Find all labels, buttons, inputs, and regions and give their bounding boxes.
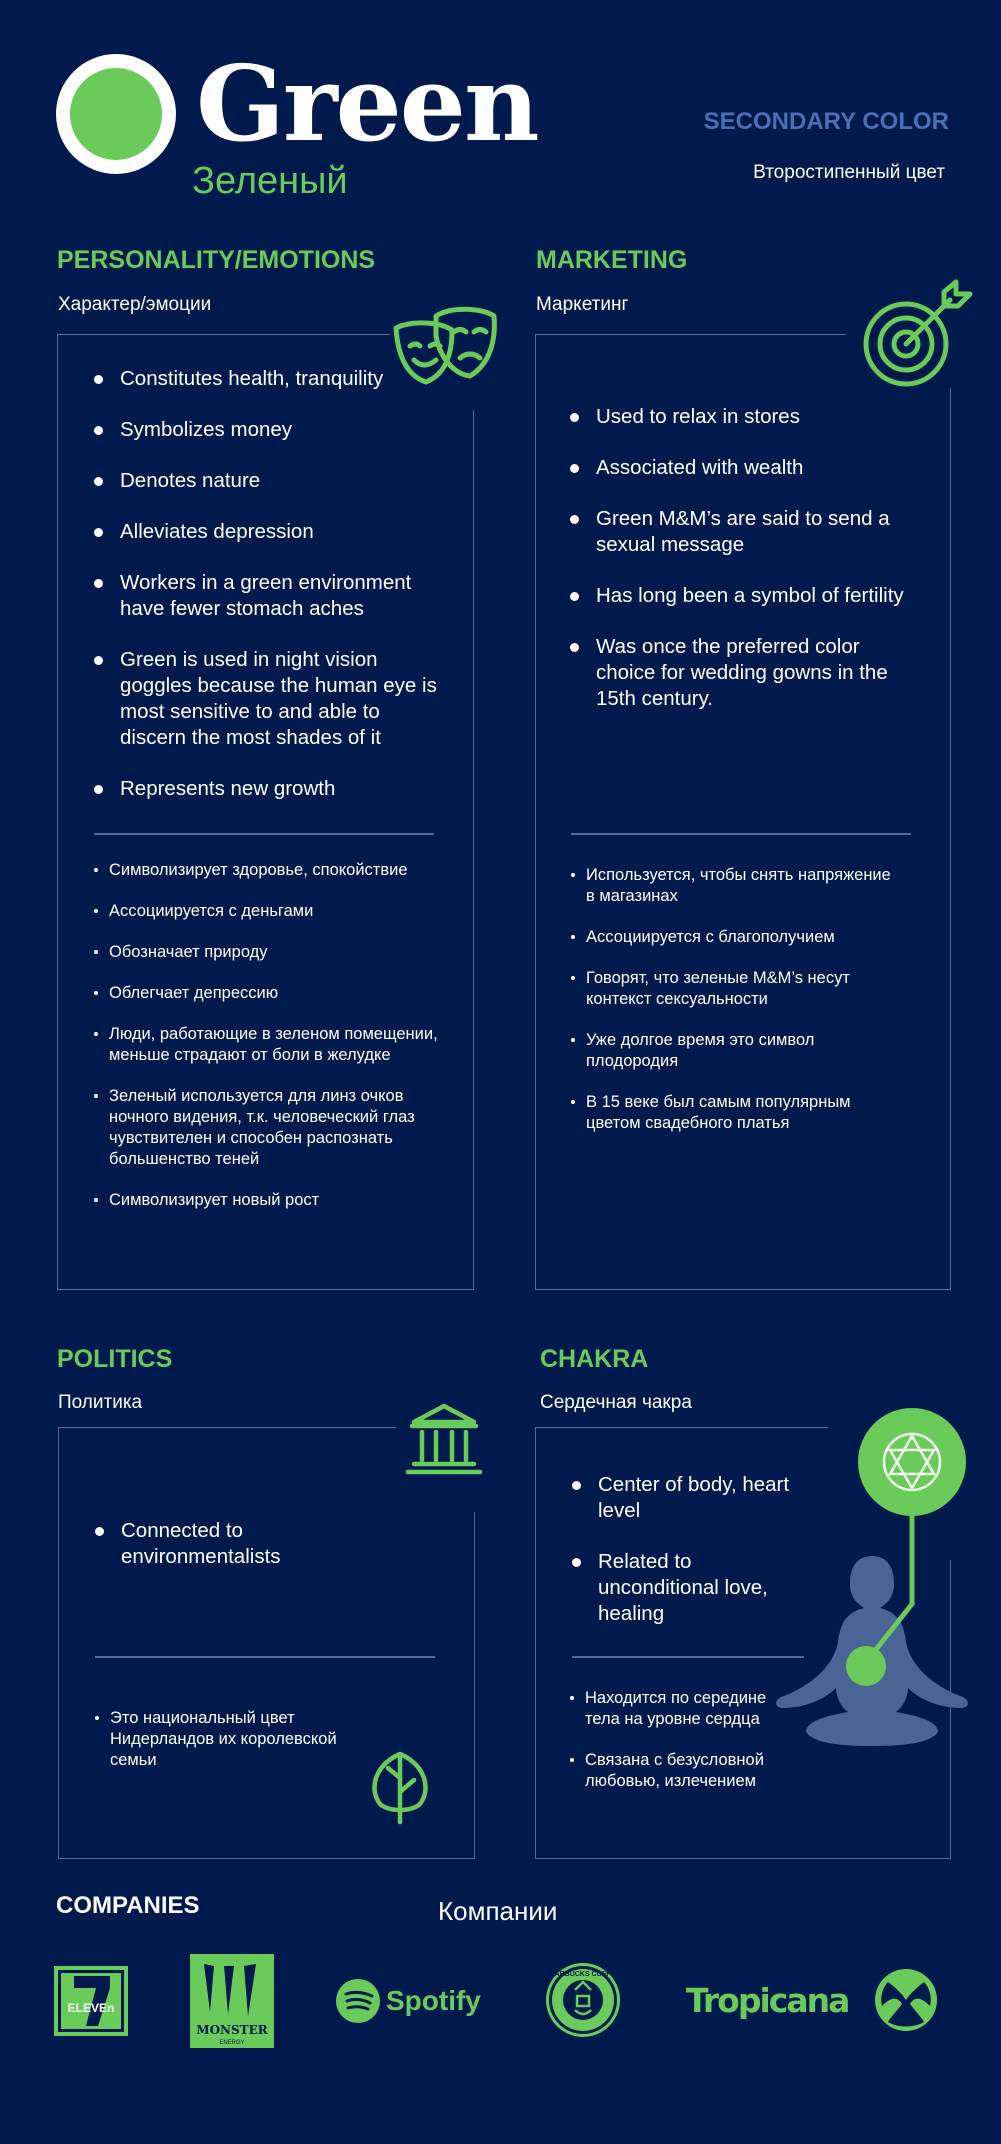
spotify-text: Spotify [386, 1985, 481, 2016]
list-item: Ассоциируется с деньгами [94, 901, 454, 922]
seven-eleven-text: ELEVEn [67, 2001, 115, 2015]
starbucks-text: STARBUCKS COFFEE [546, 1971, 620, 1978]
companies-title: COMPANIES [56, 1892, 200, 1919]
tropicana-logo [684, 1976, 849, 2029]
divider [571, 833, 911, 835]
marketing-title: MARKETING [536, 246, 688, 274]
green-swatch-circle [56, 54, 176, 174]
government-building-icon [406, 1400, 482, 1480]
list-item: Находится по середине тела на уровне сердца [570, 1688, 800, 1730]
secondary-color-label-ru: Второстипенный цвет [753, 162, 945, 183]
list-item: Was once the preferred color choice for wedding gowns in the 15th century. [570, 634, 910, 712]
divider [94, 833, 434, 835]
list-item: Constitutes health, tranquility [94, 366, 438, 392]
target-icon [858, 278, 974, 394]
chakra-title: CHAKRA [540, 1345, 649, 1373]
list-item: Символизирует здоровье, спокойствие [94, 860, 454, 881]
list-item: Workers in a green environment have fewer stomach aches [94, 570, 438, 622]
list-item: Символизирует новый рост [94, 1190, 454, 1211]
list-item: Center of body, heart level [572, 1472, 812, 1524]
seven-eleven-logo [54, 1966, 128, 2041]
list-item: Associated with wealth [570, 455, 910, 481]
politics-en-list [95, 1518, 395, 1595]
list-item: В 15 веке был самым популярным цветом свадебного платья [571, 1092, 901, 1134]
personality-title: PERSONALITY/EMOTIONS [57, 246, 376, 274]
list-item: Represents new growth [94, 776, 438, 802]
list-item: Symbolizes money [94, 417, 438, 443]
list-item: Люди, работающие в зеленом помещении, меньше страдают от боли в желудке [94, 1024, 454, 1066]
list-item: Это национальный цвет Нидерландов их королевской семьи [95, 1708, 375, 1771]
list-item: Related to unconditional love, healing [572, 1549, 812, 1627]
list-item: Говорят, что зеленые M&M’s несут контекст сексуальности [571, 968, 901, 1010]
starbucks-logo [545, 1962, 621, 2043]
list-item: Обозначает природу [94, 942, 454, 963]
tropicana-text: Tropicana [686, 1981, 849, 2020]
list-item: Облегчает депрессию [94, 983, 454, 1004]
secondary-color-label: SECONDARY COLOR [703, 108, 949, 135]
list-item: Used to relax in stores [570, 404, 910, 430]
page-title: Green [196, 42, 538, 165]
politics-subtitle: Политика [58, 1392, 143, 1413]
marketing-ru-list [571, 865, 901, 1154]
list-item: Уже долгое время это символ плодородия [571, 1030, 901, 1072]
list-item: Green is used in night vision goggles because the human eye is most sensitive to and able to discern the most shades of it [94, 647, 438, 751]
personality-en-list [94, 366, 438, 827]
monster-sub-text: ENERGY [219, 2040, 245, 2046]
list-item: Ассоциируется с благополучием [571, 927, 901, 948]
marketing-subtitle: Маркетинг [536, 294, 629, 315]
page-title-ru: Зеленый [192, 160, 348, 202]
list-item: Green M&M’s are said to send a sexual message [570, 506, 910, 558]
chakra-subtitle: Сердечная чакра [540, 1392, 692, 1413]
personality-subtitle: Характер/эмоции [58, 294, 212, 315]
personality-ru-list [94, 860, 454, 1231]
meditation-figure-icon [770, 1406, 970, 1766]
xbox-logo [874, 1968, 938, 2037]
chakra-ru-list [570, 1688, 800, 1812]
divider [95, 1656, 435, 1658]
list-item: Связана с безусловной любовью, излечением [570, 1750, 800, 1792]
monster-text: MONSTER [196, 2023, 268, 2037]
monster-energy-logo [190, 1954, 274, 2053]
list-item: Зеленый используется для линз очков ночного видения, т.к. человеческий глаз чувствителен и способен распознать большенство теней [94, 1086, 454, 1170]
companies-title-ru: Компании [438, 1896, 558, 1926]
list-item: Denotes nature [94, 468, 438, 494]
politics-ru-list [95, 1708, 375, 1791]
list-item: Используется, чтобы снять напряжение в магазинах [571, 865, 901, 907]
marketing-en-list [570, 404, 910, 737]
list-item: Has long been a symbol of fertility [570, 583, 910, 609]
politics-title: POLITICS [57, 1345, 173, 1373]
list-item: Connected to environmentalists [95, 1518, 395, 1570]
spotify-logo [336, 1976, 486, 2031]
leaf-icon [368, 1744, 432, 1826]
list-item: Alleviates depression [94, 519, 438, 545]
